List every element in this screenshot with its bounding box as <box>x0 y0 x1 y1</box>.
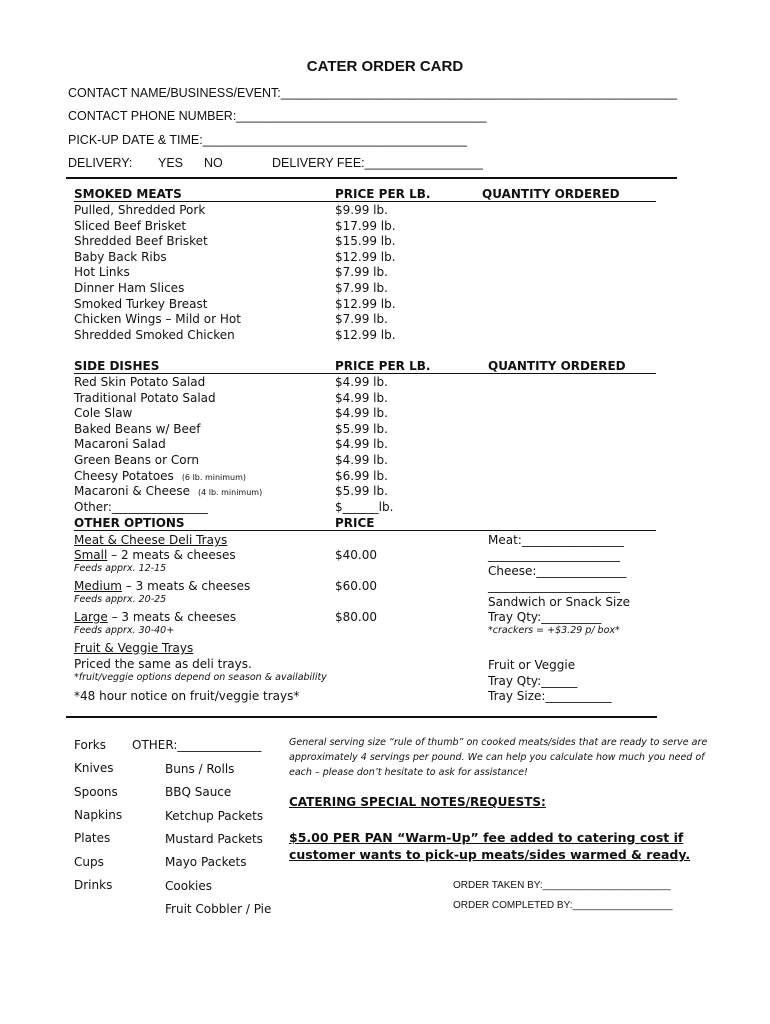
side-item-price: $6.99 lb. <box>335 468 388 483</box>
tray-medium-price: $60.00 <box>335 579 377 593</box>
deli-meat-line[interactable]: ______________________ <box>488 548 620 562</box>
fruit-tray-size-field[interactable]: Tray Size:___________ <box>488 689 612 703</box>
meat-item-name: Baby Back Ribs <box>74 249 167 264</box>
fruit-notice: *48 hour notice on fruit/veggie trays* <box>74 689 300 703</box>
page-title: CATER ORDER CARD <box>306 58 464 75</box>
supply-item[interactable]: Napkins <box>74 807 123 822</box>
side-item <box>74 375 205 389</box>
side-item <box>74 453 199 467</box>
side-item-name: Macaroni Salad <box>74 437 166 452</box>
tray-medium-desc: – 3 meats & cheeses <box>121 579 251 593</box>
supplies-other-field[interactable]: OTHER:______________ <box>132 738 262 752</box>
side-item-name: Cole Slaw <box>74 406 133 421</box>
tray-medium-size: Medium <box>74 579 122 593</box>
side-item <box>74 469 246 483</box>
sides-heading-underline <box>74 373 656 374</box>
meat-item-name: Smoked Turkey Breast <box>74 296 208 311</box>
delivery-fee-field[interactable]: DELIVERY FEE:_________________ <box>272 156 483 170</box>
side-item <box>74 484 262 498</box>
contact-name-field[interactable]: CONTACT NAME/BUSINESS/EVENT:_________________________________________________________ <box>68 86 678 100</box>
meat-item-price: $7.99 lb. <box>335 281 388 295</box>
serving-note-line1: General serving size “rule of thumb” on cooked meats/sides that are ready to serve are <box>289 737 708 748</box>
supply-item[interactable]: Plates <box>74 831 111 846</box>
supply-item[interactable]: Knives <box>74 761 114 776</box>
tray-small-desc: – 2 meats & cheeses <box>107 548 236 562</box>
meat-item-name: Shredded Beef Brisket <box>74 234 208 249</box>
meat-item-name: Pulled, Shredded Pork <box>74 203 206 217</box>
side-item <box>74 422 200 436</box>
meat-item-price: $12.99 lb. <box>335 296 396 311</box>
side-item-name: Baked Beans w/ Beef <box>74 421 201 436</box>
tray-small-feeds: Feeds apprx. 12-15 <box>74 563 167 574</box>
side-item-name: Other:________________ <box>74 499 208 514</box>
side-item-name: Macaroni & Cheese <box>74 484 190 499</box>
sandwich-snack-option[interactable]: Sandwich or Snack Size <box>488 595 631 609</box>
meats-qty-heading: QUANTITY ORDERED <box>482 187 620 201</box>
side-item-price: $4.99 lb. <box>335 437 388 452</box>
fruit-tray-qty-field[interactable]: Tray Qty:______ <box>488 674 578 688</box>
sides-qty-heading: QUANTITY ORDERED <box>488 359 626 373</box>
tray-small-price: $40.00 <box>335 548 377 562</box>
supply-item[interactable]: Buns / Rolls <box>165 762 235 776</box>
deli-trays-heading: Meat & Cheese Deli Trays <box>74 533 228 547</box>
pickup-date-field[interactable]: PICK-UP DATE & TIME:______________________________________ <box>68 133 467 147</box>
fruit-trays-heading: Fruit & Veggie Trays <box>74 641 194 655</box>
tray-large <box>74 610 236 624</box>
supply-item[interactable]: Cookies <box>165 878 212 893</box>
meat-item-price: $9.99 lb. <box>335 203 388 217</box>
supply-item[interactable]: Ketchup Packets <box>165 808 264 823</box>
side-item-price: $4.99 lb. <box>335 406 388 421</box>
deli-cheese-field[interactable]: Cheese:_______________ <box>488 564 627 578</box>
delivery-label: DELIVERY: <box>68 156 133 170</box>
sides-heading: SIDE DISHES <box>74 359 160 373</box>
side-item <box>74 391 216 405</box>
tray-small <box>74 548 236 562</box>
supply-item[interactable]: Fruit Cobbler / Pie <box>165 901 272 916</box>
tray-large-feeds: Feeds apprx. 30-40+ <box>74 625 175 636</box>
crackers-note: *crackers = +$3.29 p/ box* <box>488 625 620 636</box>
supply-item[interactable]: Forks <box>74 738 106 752</box>
meats-heading-underline <box>74 201 656 202</box>
tray-small-size: Small <box>74 548 108 562</box>
meat-item-price: $7.99 lb. <box>335 312 388 327</box>
supply-item[interactable]: Spoons <box>74 784 118 799</box>
meat-item-price: $12.99 lb. <box>335 327 396 342</box>
side-item-price: $4.99 lb. <box>335 390 388 405</box>
side-item <box>74 437 166 451</box>
meat-item-price: $15.99 lb. <box>335 234 396 249</box>
side-item <box>74 406 132 420</box>
meat-item-name: Hot Links <box>74 265 130 280</box>
supply-item[interactable]: Drinks <box>74 877 113 892</box>
side-item-note: (4 lb. minimum) <box>197 488 263 498</box>
meat-item-name: Shredded Smoked Chicken <box>74 327 235 342</box>
deli-meat-field[interactable]: Meat:_________________ <box>488 533 624 547</box>
meat-item-name: Dinner Ham Slices <box>74 281 185 295</box>
header-divider <box>66 177 677 179</box>
tray-medium <box>74 579 250 593</box>
options-divider <box>66 716 657 718</box>
side-item-name: Cheesy Potatoes <box>74 468 174 483</box>
deli-cheese-line[interactable]: ______________________ <box>488 579 620 593</box>
supply-item[interactable]: Cups <box>74 854 104 869</box>
side-item-name: Green Beans or Corn <box>74 453 199 467</box>
serving-note-line3: each – please don’t hesitate to ask for assistance! <box>289 767 528 778</box>
sides-price-heading: PRICE PER LB. <box>335 359 431 373</box>
fruit-trays-note: *fruit/veggie options depend on season & availability <box>74 672 327 683</box>
tray-large-price: $80.00 <box>335 610 377 624</box>
other-price-heading: PRICE <box>335 516 375 530</box>
meat-item-name: Chicken Wings – Mild or Hot <box>74 312 241 327</box>
serving-note-line2: approximately 4 servings per pound. We can help you calculate how much you need of <box>289 752 705 763</box>
warm-up-fee-line2: customer wants to pick-up meats/sides warmed & ready. <box>289 847 691 862</box>
meat-item-price: $7.99 lb. <box>335 265 388 280</box>
meat-item-price: $12.99 lb. <box>335 249 396 264</box>
supply-item[interactable]: BBQ Sauce <box>165 785 232 800</box>
meat-item-name: Sliced Beef Brisket <box>74 218 187 233</box>
order-completed-by-field[interactable]: ORDER COMPLETED BY:__________________ <box>453 900 673 911</box>
side-item-price: $4.99 lb. <box>335 375 388 389</box>
tray-medium-feeds: Feeds apprx. 20-25 <box>74 594 167 605</box>
meats-heading: SMOKED MEATS <box>74 187 182 201</box>
side-item-price: $______lb. <box>335 499 394 514</box>
side-item-price: $4.99 lb. <box>335 453 388 467</box>
side-item-price: $5.99 lb. <box>335 421 388 436</box>
tray-large-desc: – 3 meats & cheeses <box>107 610 237 624</box>
meat-item-price: $17.99 lb. <box>335 218 396 233</box>
side-item-name: Red Skin Potato Salad <box>74 375 206 389</box>
contact-phone-field[interactable]: CONTACT PHONE NUMBER:____________________________________ <box>68 109 487 123</box>
other-heading: OTHER OPTIONS <box>74 516 185 530</box>
fruit-trays-price: Priced the same as deli trays. <box>74 657 252 671</box>
fruit-veggie-option[interactable]: Fruit or Veggie <box>488 658 576 672</box>
supply-item[interactable]: Mustard Packets <box>165 831 263 846</box>
other-heading-underline <box>74 530 656 531</box>
side-item-price: $5.99 lb. <box>335 484 388 499</box>
side-item-note: (6 lb. minimum) <box>181 472 247 482</box>
order-taken-by-field[interactable]: ORDER TAKEN BY:_______________________ <box>453 880 671 891</box>
deli-tray-qty-field[interactable]: Tray Qty:__________ <box>488 610 602 624</box>
special-notes-heading: CATERING SPECIAL NOTES/REQUESTS: <box>289 795 546 809</box>
meats-price-heading: PRICE PER LB. <box>335 187 431 201</box>
warm-up-fee-line1: $5.00 PER PAN “Warm-Up” fee added to catering cost if <box>289 830 684 845</box>
delivery-yes-option[interactable]: YES <box>158 156 184 170</box>
tray-large-size: Large <box>74 610 108 624</box>
side-item-name: Traditional Potato Salad <box>74 390 216 405</box>
delivery-no-option[interactable]: NO <box>204 156 223 170</box>
side-item <box>74 500 208 514</box>
supply-item[interactable]: Mayo Packets <box>165 855 247 870</box>
